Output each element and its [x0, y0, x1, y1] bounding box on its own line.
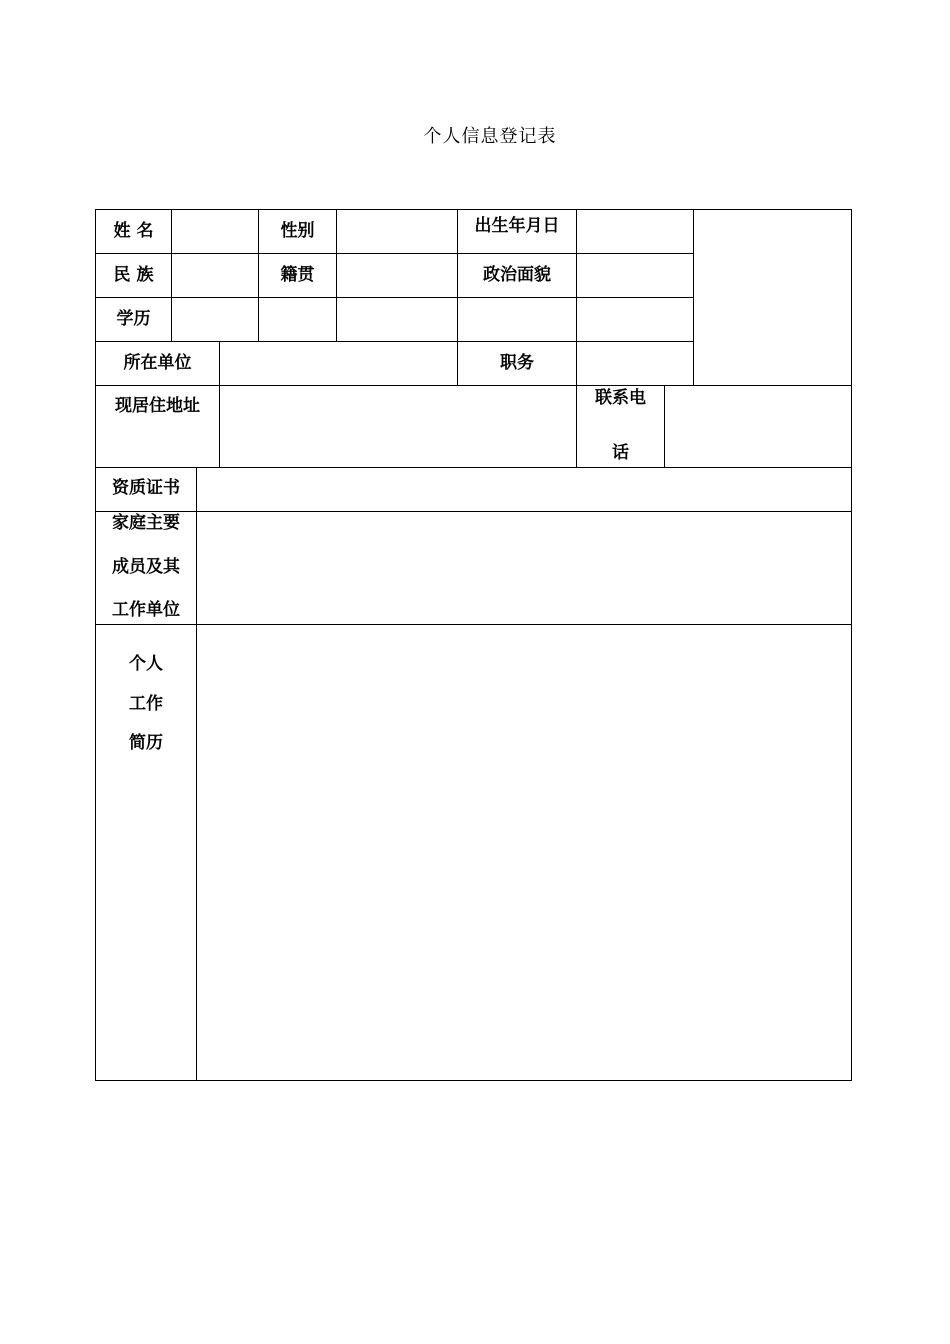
resume-label-line1: 个人	[129, 654, 163, 674]
education-extra-field[interactable]	[577, 298, 693, 341]
phone-label-line2: 话	[612, 443, 629, 463]
phone-field[interactable]	[665, 386, 851, 467]
address-label: 现居住地址	[115, 395, 200, 416]
education-field[interactable]	[172, 298, 258, 341]
document-title: 个人信息登记表	[423, 126, 557, 147]
political-status-label: 政治面貌	[483, 265, 551, 285]
political-status-field[interactable]	[577, 254, 693, 297]
work-resume-field[interactable]	[197, 625, 851, 1080]
ethnicity-field[interactable]	[172, 254, 258, 297]
family-label-line3: 工作单位	[112, 600, 180, 620]
address-field[interactable]	[220, 386, 576, 467]
table-border-right	[851, 209, 852, 1081]
phone-label	[577, 390, 664, 462]
certificate-label: 资质证书	[112, 477, 180, 498]
resume-label-line3: 简历	[129, 733, 163, 753]
native-place-field[interactable]	[337, 254, 457, 297]
certificate-field[interactable]	[197, 468, 851, 511]
education-extra-field[interactable]	[337, 298, 457, 341]
resume-label-line2: 工作	[129, 693, 163, 714]
name-label: 姓 名	[113, 221, 154, 241]
education-extra-field[interactable]	[458, 298, 576, 341]
name-field[interactable]	[172, 210, 258, 253]
photo-field[interactable]	[694, 210, 851, 385]
education-extra-field[interactable]	[259, 298, 336, 341]
work-resume-label	[96, 656, 196, 752]
birth-date-label: 出生年月日	[474, 216, 560, 236]
education-label: 学历	[116, 309, 151, 329]
gender-field[interactable]	[337, 210, 457, 253]
family-label-line1: 家庭主要	[112, 513, 180, 533]
position-label: 职务	[500, 353, 534, 373]
gender-label: 性别	[280, 221, 315, 241]
position-field[interactable]	[577, 342, 693, 385]
phone-label-line1: 联系电	[595, 388, 646, 408]
table-border-bottom	[95, 1080, 852, 1081]
ethnicity-label: 民 族	[113, 265, 154, 285]
native-place-label: 籍贯	[280, 265, 315, 285]
employer-field[interactable]	[220, 342, 457, 385]
family-members-label	[96, 515, 196, 619]
employer-label: 所在单位	[123, 353, 192, 373]
birth-date-field[interactable]	[577, 210, 693, 253]
family-members-field[interactable]	[197, 512, 851, 624]
family-label-line2: 成员及其	[112, 556, 180, 577]
